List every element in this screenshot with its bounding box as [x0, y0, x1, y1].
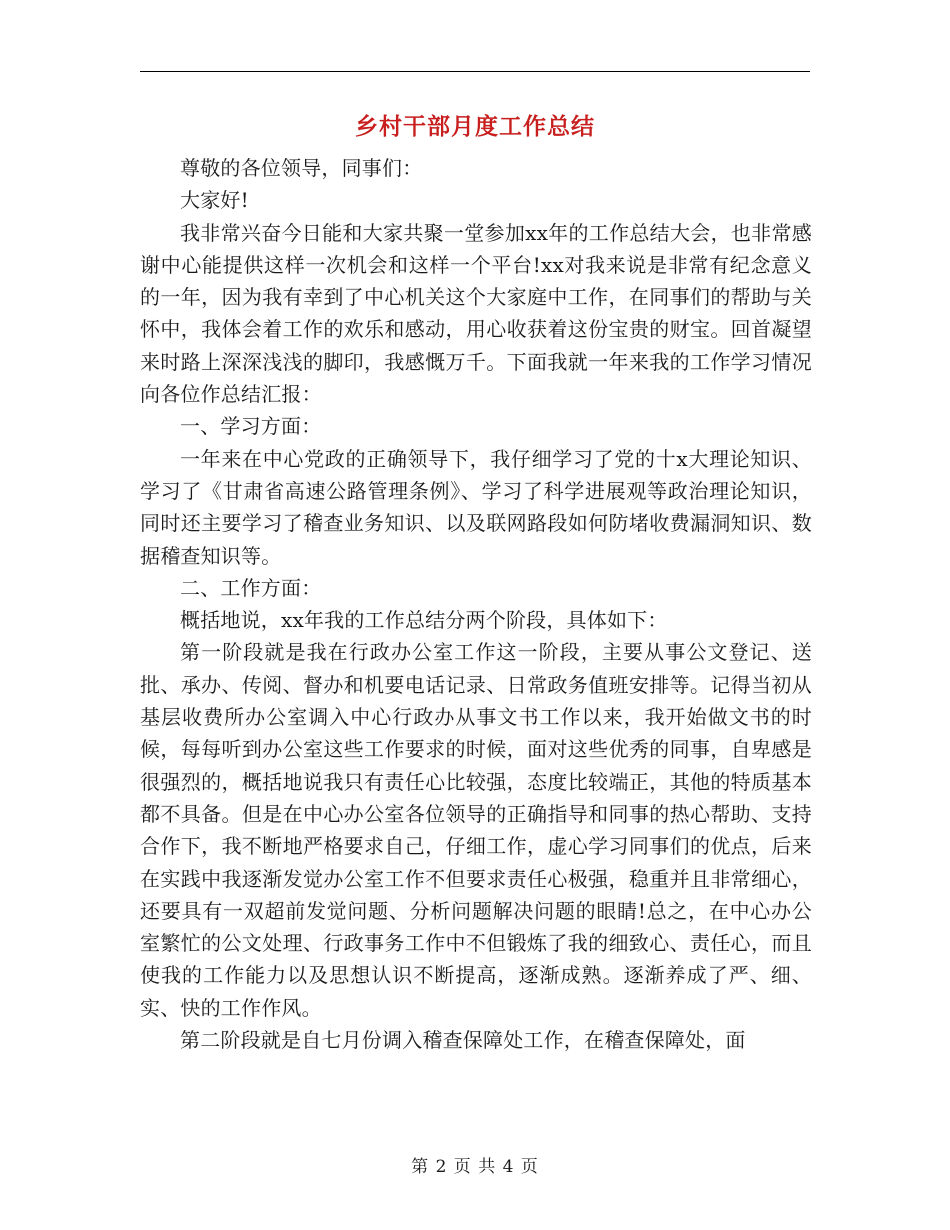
section-heading-work: 二、工作方面：: [180, 575, 322, 600]
document-body: [140, 152, 812, 1056]
paragraph-stage-one: 第一阶段就是我在行政办公室工作这一阶段，主要从事公文登记、送批、承办、传阅、督办和机要电话记录、日常政务值班安排等。记得当初从基层收费所办公室调入中心行政办从事文书工作以来，我开始做文书的时候，每每听到办公室这些工作要求的时候，面对这些优秀的同事，自卑感是很强烈的，概括地说我只有责任心比较强，态度比较端正，其他的特质基本都不具备。但是在中心办公室各位领导的正确指导和同事的热心帮助、支持合作下，我不断地严格要求自己，仔细工作，虚心学习同事们的优点，后来在实践中我逐渐发觉办公室工作不但要求责任心极强，稳重并且非常细心，还要具有一双超前发觉问题、分析问题解决问题的眼睛!总之，在中心办公室繁忙的公文处理、行政事务工作中不但锻炼了我的细致心、责任心，而且使我的工作能力以及思想认识不断提高，逐渐成熟。逐渐养成了严、细、实、快的工作作风。: [140, 640, 812, 1020]
header-rule: [140, 71, 810, 72]
paragraph-intro: 我非常兴奋今日能和大家共聚一堂参加xx年的工作总结大会，也非常感谢中心能提供这样一次机会和这样一个平台!xx对我来说是非常有纪念意义的一年，因为我有幸到了中心机关这个大家庭中工作，在同事们的帮助与关怀中，我体会着工作的欢乐和感动，用心收获着这份宝贵的财宝。回首凝望来时路上深深浅浅的脚印，我感慨万千。下面我就一年来我的工作学习情况向各位作总结汇报：: [140, 220, 812, 407]
document-title: 乡村干部月度工作总结: [355, 113, 595, 140]
paragraph-salutation: 尊敬的各位领导，同事们：: [180, 156, 423, 180]
paragraph-stage-two: 第二阶段就是自七月份调入稽查保障处工作，在稽查保障处，面: [180, 1028, 746, 1053]
paragraph-greeting: 大家好!: [180, 188, 249, 213]
paragraph-work-summary: 概括地说，xx年我的工作总结分两个阶段，具体如下：: [180, 608, 668, 633]
page-number-footer: 第 2 页 共 4 页: [411, 1157, 539, 1177]
section-heading-study: 一、学习方面：: [180, 414, 322, 439]
paragraph-study: 一年来在中心党政的正确领导下，我仔细学习了党的十x大理论知识、学习了《甘肃省高速公路管理条例》、学习了科学进展观等政治理论知识，同时还主要学习了稽查业务知识、以及联网路段如何防堵收费漏洞知识、数据稽查知识等。: [140, 446, 812, 568]
